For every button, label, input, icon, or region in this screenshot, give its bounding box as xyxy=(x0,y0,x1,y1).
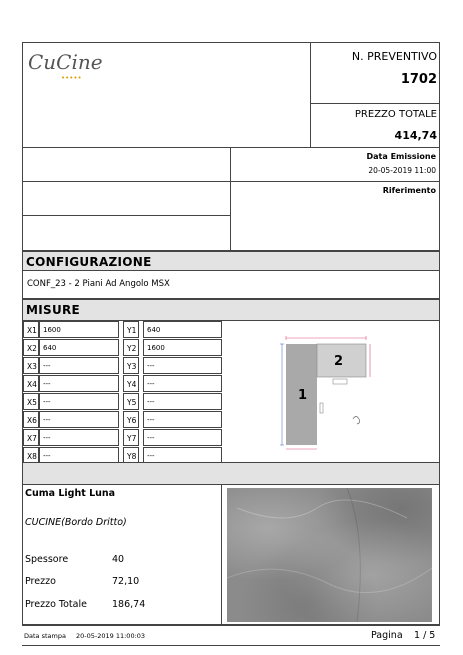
measure-xv-cell: --- xyxy=(39,375,119,392)
measure-yv-cell: --- xyxy=(143,393,222,410)
measure-xk-cell: X8 xyxy=(23,447,39,464)
measure-yv-cell: --- xyxy=(143,411,222,428)
total-price-row-value: 186,74 xyxy=(112,599,146,610)
measure-xk-cell: X5 xyxy=(23,393,39,410)
measure-yk-cell: Y8 xyxy=(123,447,139,464)
page-number: 1 / 5 xyxy=(414,630,436,641)
product-brand: CUCINE(Bordo Dritto) xyxy=(25,517,127,528)
measure-xk-cell: X2 xyxy=(23,339,39,356)
tap-symbol xyxy=(353,417,360,425)
measure-yk-cell: Y4 xyxy=(123,375,139,392)
quote-number: 1702 xyxy=(400,72,437,87)
measure-xv-cell: --- xyxy=(39,393,119,410)
header-divider-horizontal xyxy=(310,103,440,104)
measure-xk-cell: X4 xyxy=(23,375,39,392)
page-label: Pagina xyxy=(371,630,403,641)
measure-xv-cell: --- xyxy=(39,357,119,374)
piece-1-label: 1 xyxy=(298,388,308,403)
texture-veins xyxy=(227,488,432,622)
price-label: Prezzo xyxy=(25,576,56,587)
header-divider-vertical xyxy=(310,42,311,148)
measure-xv-cell: --- xyxy=(39,429,119,446)
brand-logo-dots: ••••• xyxy=(61,74,82,82)
issue-date-label: Data Emissione xyxy=(366,152,436,161)
layout-diagram xyxy=(278,333,378,453)
info-grid-divider-row1 xyxy=(22,181,440,182)
measure-yv-cell: --- xyxy=(143,447,222,464)
measure-yk-cell: Y6 xyxy=(123,411,139,428)
measure-xk-cell: X6 xyxy=(23,411,39,428)
measure-xv-cell: --- xyxy=(39,411,119,428)
measure-yk-cell: Y5 xyxy=(123,393,139,410)
reference-label: Riferimento xyxy=(382,186,436,195)
measure-xk-cell: X3 xyxy=(23,357,39,374)
measure-yk-cell: Y1 xyxy=(123,321,139,338)
brand-logo xyxy=(28,50,108,84)
issue-date: 20-05-2019 11:00 xyxy=(368,166,436,175)
measure-yk-cell: Y3 xyxy=(123,357,139,374)
product-divider xyxy=(221,484,222,625)
print-date: 20-05-2019 11:00:03 xyxy=(76,632,146,640)
piece-2-label: 2 xyxy=(334,354,344,369)
configuration-value: CONF_23 - 2 Piani Ad Angolo MSX xyxy=(27,279,170,289)
brand-logo-text: CuCine xyxy=(28,50,103,74)
print-date-label: Data stampa xyxy=(24,632,66,640)
total-price-label: PREZZO TOTALE xyxy=(354,109,437,120)
sink-symbol xyxy=(333,379,347,384)
measure-xv-cell: --- xyxy=(39,447,119,464)
total-price-row-label: Prezzo Totale xyxy=(25,599,87,610)
configuration-section-title: CONFIGURAZIONE xyxy=(22,251,440,271)
measure-xv-cell: 1600 xyxy=(39,321,119,338)
measure-yv-cell: --- xyxy=(143,357,222,374)
info-grid xyxy=(22,147,440,251)
measure-yk-cell: Y2 xyxy=(123,339,139,356)
product-name: Cuma Light Luna xyxy=(25,488,116,499)
measure-yv-cell: --- xyxy=(143,429,222,446)
footer-rule-top xyxy=(22,625,440,626)
measures-section-title: MISURE xyxy=(22,299,440,321)
thickness-value: 40 xyxy=(112,554,125,565)
hob-symbol xyxy=(320,403,323,413)
material-texture-image xyxy=(227,488,432,622)
total-price: 414,74 xyxy=(394,129,437,142)
info-grid-divider-vertical xyxy=(230,147,231,251)
measure-xv-cell: 640 xyxy=(39,339,119,356)
layout-diagram-svg xyxy=(278,333,378,453)
measure-yv-cell: 1600 xyxy=(143,339,222,356)
info-grid-divider-row2 xyxy=(22,215,231,216)
price-value: 72,10 xyxy=(112,576,140,587)
measure-yv-cell: 640 xyxy=(143,321,222,338)
quote-number-label: N. PREVENTIVO xyxy=(351,50,437,63)
measure-yv-cell: --- xyxy=(143,375,222,392)
measure-xk-cell: X7 xyxy=(23,429,39,446)
measure-xk-cell: X1 xyxy=(23,321,39,338)
separator-band xyxy=(22,462,440,485)
footer-rule-bottom xyxy=(22,645,440,646)
configuration-row xyxy=(22,270,440,299)
thickness-label: Spessore xyxy=(25,554,69,565)
measure-yk-cell: Y7 xyxy=(123,429,139,446)
